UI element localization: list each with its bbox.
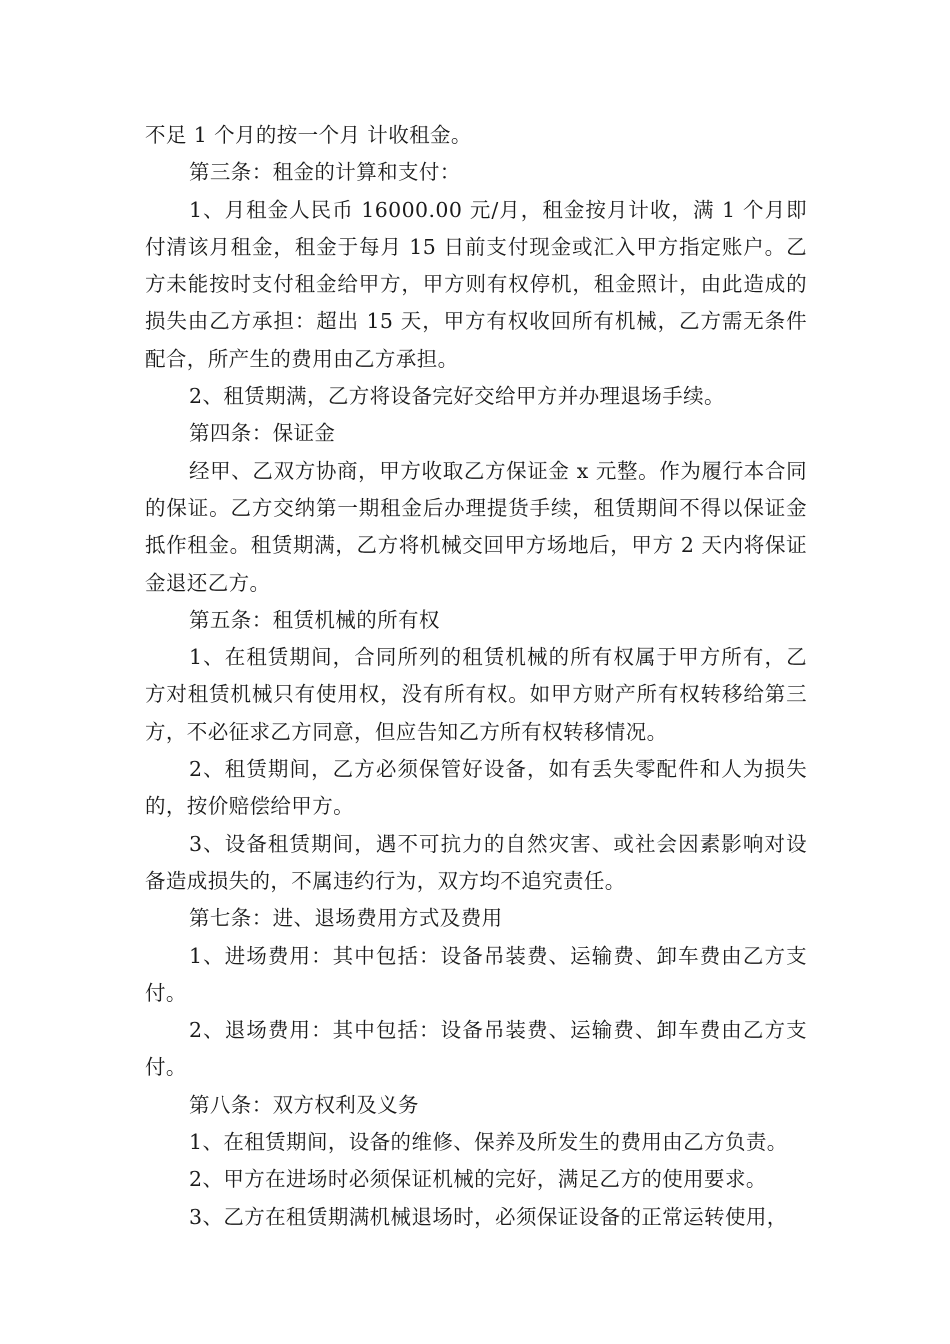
paragraph: 经甲、乙双方协商，甲方收取乙方保证金 x 元整。作为履行本合同的保证。乙方交纳第一期租金后办理提货手续，租赁期间不得以保证金抵作租金。租赁期满，乙方将机械交回甲方场地后，甲方 2 天内将保证金退还乙方。 bbox=[145, 458, 807, 595]
paragraph: 3、乙方在租赁期满机械退场时，必须保证设备的正常运转使用， bbox=[189, 1204, 788, 1229]
article-3-heading: 第三条：租金的计算和支付： bbox=[189, 160, 461, 185]
article-4-heading: 第四条：保证金 bbox=[189, 421, 336, 446]
paragraph: 1、在租赁期间，设备的维修、保养及所发生的费用由乙方负责。 bbox=[189, 1130, 788, 1155]
paragraph: 2、租赁期间，乙方必须保管好设备，如有丢失零配件和人为损失的，按价赔偿给甲方。 bbox=[145, 757, 807, 819]
article-7-heading: 第七条：进、退场费用方式及费用 bbox=[189, 906, 503, 931]
paragraph: 1、月租金人民币 16000.00 元/月，租金按月计收，满 1 个月即付清该月租金，租金于每月 15 日前支付现金或汇入甲方指定账户。乙方未能按时支付租金给甲方，甲方则有权停机，租金照计，由此造成的损失由乙方承担：超出 15 天，甲方有权收回所有机械，乙方需无条件配合，所产生的费用由乙方承担。 bbox=[145, 197, 807, 371]
paragraph: 2、退场费用：其中包括：设备吊装费、运输费、卸车费由乙方支付。 bbox=[145, 1018, 807, 1080]
paragraph: 2、甲方在进场时必须保证机械的完好，满足乙方的使用要求。 bbox=[189, 1167, 767, 1192]
document-body bbox=[145, 117, 807, 1236]
paragraph: 2、租赁期满，乙方将设备完好交给甲方并办理退场手续。 bbox=[189, 384, 725, 409]
paragraph: 1、进场费用：其中包括：设备吊装费、运输费、卸车费由乙方支付。 bbox=[145, 943, 807, 1005]
article-8-heading: 第八条：双方权利及义务 bbox=[189, 1092, 419, 1117]
paragraph: 3、设备租赁期间，遇不可抗力的自然灾害、或社会因素影响对设备造成损失的，不属违约行为，双方均不追究责任。 bbox=[145, 831, 807, 893]
paragraph: 1、在租赁期间，合同所列的租赁机械的所有权属于甲方所有，乙方对租赁机械只有使用权，没有所有权。如甲方财产所有权转移给第三方，不必征求乙方同意，但应告知乙方所有权转移情况。 bbox=[145, 645, 807, 744]
paragraph: 不足 1 个月的按一个月 计收租金。 bbox=[145, 123, 472, 147]
article-5-heading: 第五条：租赁机械的所有权 bbox=[189, 607, 440, 632]
